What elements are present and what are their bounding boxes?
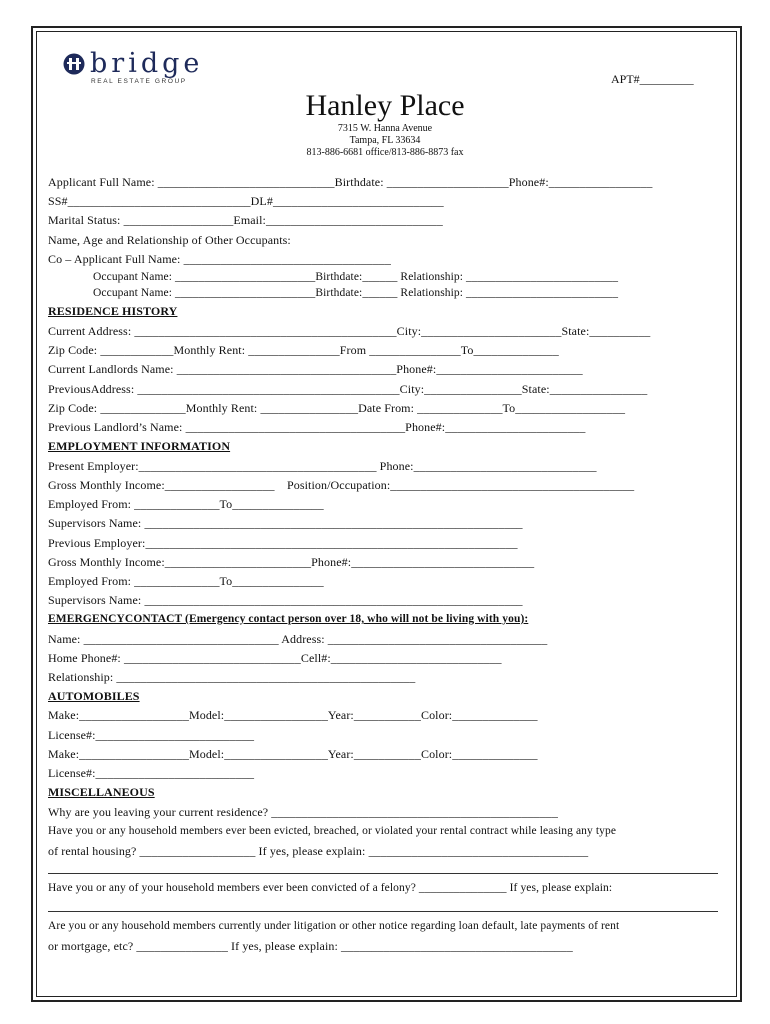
previous-address-line[interactable]: PreviousAddress: ___________________________________________City:________________State:________________ (48, 382, 648, 396)
other-occupants-label: Name, Age and Relationship of Other Occupants: (48, 233, 291, 247)
emergency-contact-heading: EMERGENCYCONTACT (Emergency contact person over 18, who will not be living with you): (48, 613, 529, 625)
employment-heading: EMPLOYMENT INFORMATION (48, 439, 231, 453)
logo-tagline: REAL ESTATE GROUP (91, 78, 187, 85)
bridge-logo (63, 50, 203, 85)
ssn-dl-line[interactable]: SS#______________________________DL#____________________________ (48, 194, 444, 208)
co-applicant-line[interactable]: Co – Applicant Full Name: __________________________________ (48, 252, 391, 266)
property-title: Hanley Place (305, 89, 465, 122)
litigation-explain-line[interactable]: or mortgage, etc? _______________ If yes, please explain: ______________________________________ (48, 939, 573, 953)
previous-employed-from-line[interactable]: Employed From: ______________To_______________ (48, 574, 324, 588)
present-employer-line[interactable]: Present Employer:_______________________________________ Phone:______________________________ (48, 459, 597, 473)
employed-from-line[interactable]: Employed From: ______________To_______________ (48, 497, 324, 511)
miscellaneous-heading: MISCELLANEOUS (48, 785, 155, 799)
evicted-explain-line[interactable]: of rental housing? ___________________ If yes, please explain: ____________________________________ (48, 844, 589, 858)
previous-income-phone-line[interactable]: Gross Monthly Income:________________________Phone#:______________________________ (48, 555, 535, 569)
emergency-name-address-line[interactable]: Name: ________________________________ Address: ____________________________________ (48, 632, 548, 646)
apt-number-field[interactable]: APT#_________ (611, 72, 694, 86)
property-city: Tampa, FL 33634 (349, 135, 421, 146)
current-address-line[interactable]: Current Address: ___________________________________________City:_______________________State:__________ (48, 324, 651, 338)
current-zip-rent-line[interactable]: Zip Code: ____________Monthly Rent: _______________From _______________To______________ (48, 343, 559, 357)
occupant-line-1[interactable]: Occupant Name: ________________________Birthdate:______ Relationship: __________________________ (93, 271, 619, 283)
auto-2-license-line[interactable]: License#:__________________________ (48, 766, 255, 780)
auto-1-line[interactable]: Make:__________________Model:_________________Year:___________Color:______________ (48, 708, 538, 722)
evicted-question-line: Have you or any household members ever been evicted, breached, or violated your rental contract while leasing any type (48, 825, 617, 837)
marital-email-line[interactable]: Marital Status: __________________Email:_____________________________ (48, 213, 443, 227)
supervisor-name-line[interactable]: Supervisors Name: ______________________________________________________________ (48, 516, 523, 530)
property-address: 7315 W. Hanna Avenue (337, 123, 433, 134)
auto-1-license-line[interactable]: License#:__________________________ (48, 728, 255, 742)
felony-extra-line[interactable] (48, 911, 718, 912)
occupant-line-2[interactable]: Occupant Name: ________________________Birthdate:______ Relationship: __________________________ (93, 287, 619, 299)
previous-landlord-line[interactable]: Previous Landlord’s Name: ____________________________________Phone#:_______________________ (48, 420, 586, 434)
emergency-phone-line[interactable]: Home Phone#: _____________________________Cell#:____________________________ (48, 651, 502, 665)
gross-income-position-line[interactable]: Gross Monthly Income:__________________ Position/Occupation:________________________________________ (48, 478, 635, 492)
previous-supervisor-line[interactable]: Supervisors Name: ______________________________________________________________ (48, 593, 523, 607)
residence-heading: RESIDENCE HISTORY (48, 304, 178, 318)
previous-zip-rent-line[interactable]: Zip Code: ______________Monthly Rent: ________________Date From: ______________To__________________ (48, 401, 626, 415)
applicant-name-line[interactable]: Applicant Full Name: _____________________________Birthdate: ____________________Phone#:_________________ (48, 175, 653, 189)
felony-question-line[interactable]: Have you or any of your household members ever been convicted of a felony? _______________ If yes, please explain: (48, 882, 613, 894)
property-contact: 813-886-6681 office/813-886-8873 fax (306, 147, 464, 158)
current-landlord-line[interactable]: Current Landlords Name: ____________________________________Phone#:________________________ (48, 362, 583, 376)
evicted-extra-line[interactable] (48, 873, 718, 874)
logo-wordmark (63, 50, 203, 77)
bridge-emblem-icon (63, 53, 85, 75)
litigation-question-line: Are you or any household members currently under litigation or other notice regarding loan default, late payments of rent (48, 920, 620, 932)
auto-2-line[interactable]: Make:__________________Model:_________________Year:___________Color:______________ (48, 747, 538, 761)
emergency-relationship-line[interactable]: Relationship: _________________________________________________ (48, 670, 416, 684)
previous-employer-line[interactable]: Previous Employer:_____________________________________________________________ (48, 536, 518, 550)
leaving-reason-line[interactable]: Why are you leaving your current residence? _______________________________________________ (48, 805, 558, 819)
logo-name: bridge (90, 48, 204, 79)
automobiles-heading: AUTOMOBILES (48, 689, 140, 703)
